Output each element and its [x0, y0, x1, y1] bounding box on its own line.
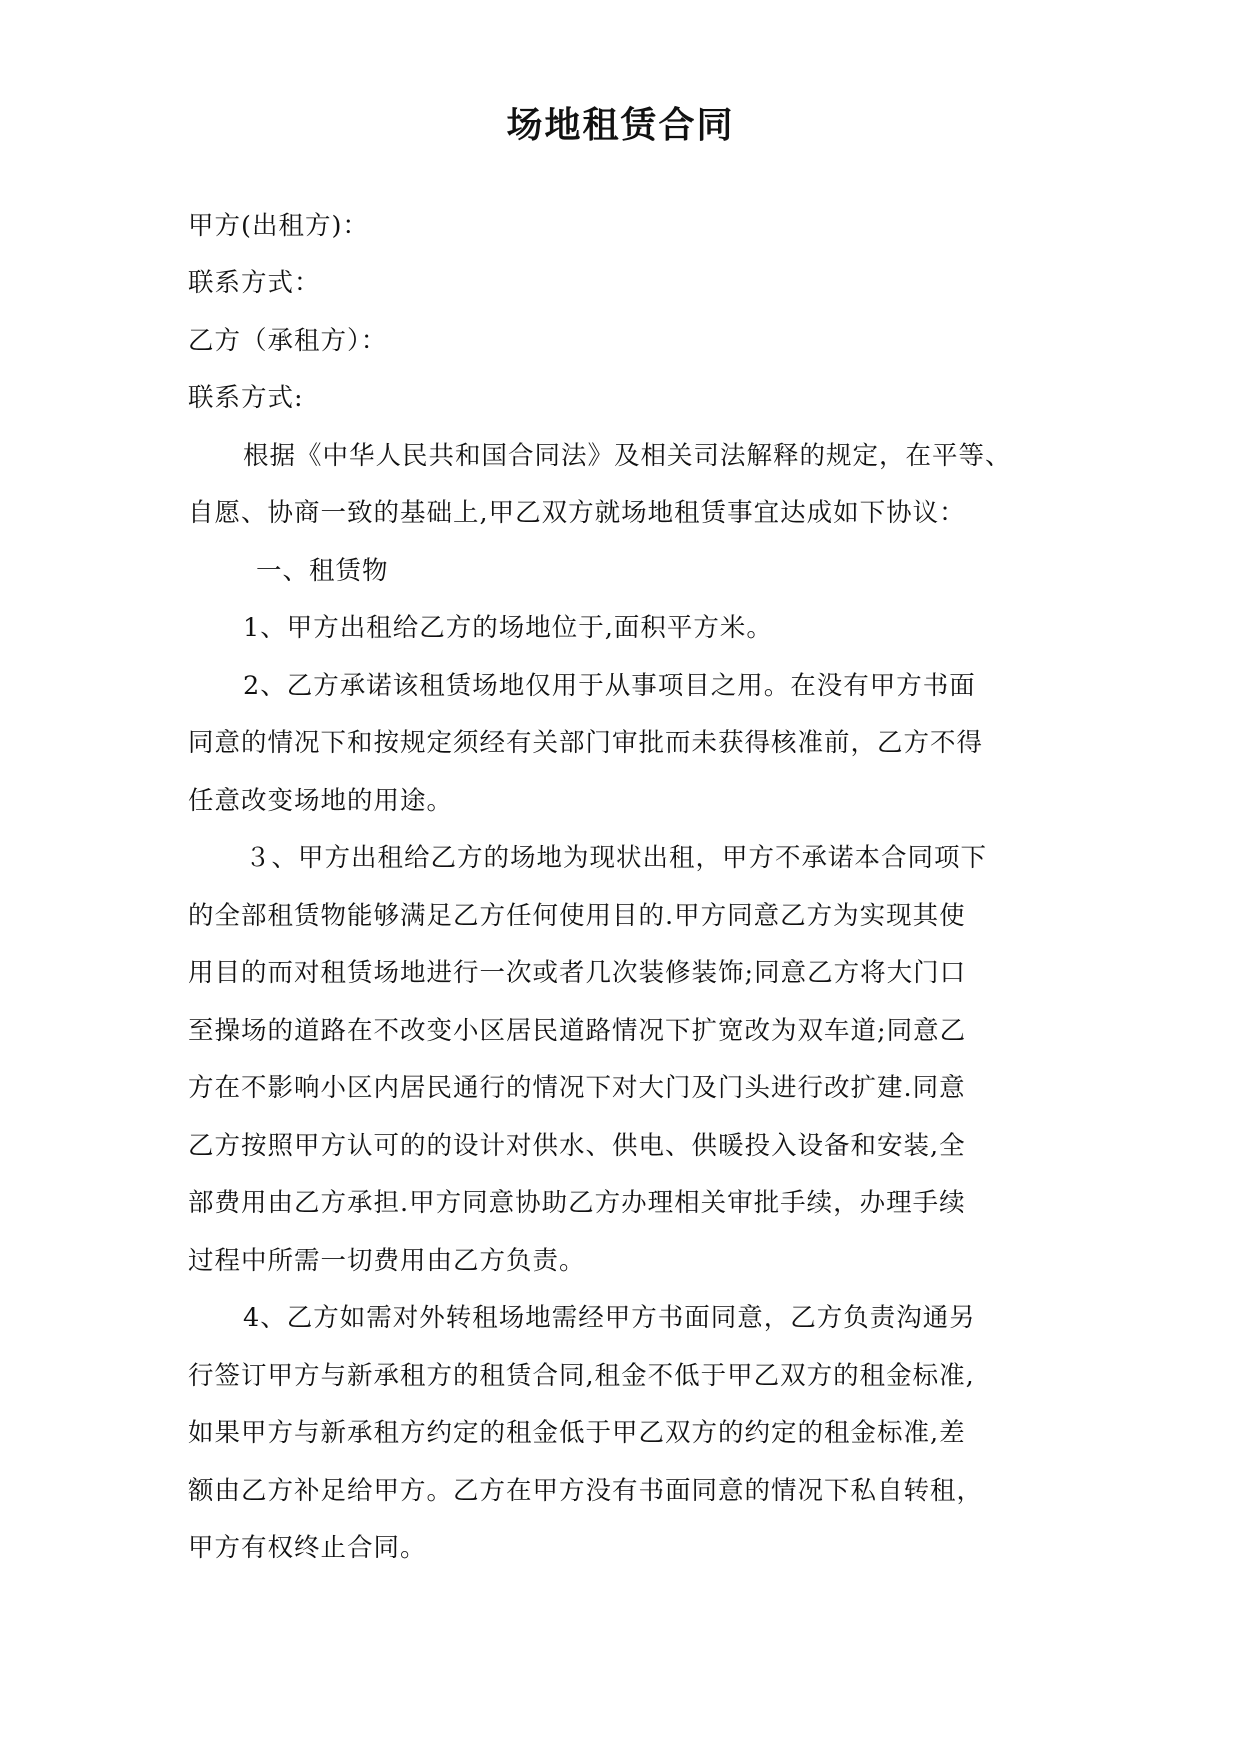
- clause-3-line: ３、甲方出租给乙方的场地为现状出租，甲方不承诺本合同项下: [245, 843, 988, 873]
- clause-3-line: 部费用由乙方承担.甲方同意协助乙方办理相关审批手续，办理手续: [188, 1188, 966, 1218]
- contact-a-label: 联系方式：: [188, 268, 321, 298]
- clause-4-line: 额由乙方补足给甲方。乙方在甲方没有书面同意的情况下私自转租，: [188, 1476, 984, 1506]
- clause-4-line: 甲方有权终止合同。: [188, 1533, 427, 1563]
- party-b-label: 乙方（承租方）：: [188, 326, 388, 356]
- clause-2-line: 2、乙方承诺该租赁场地仅用于从事项目之用。在没有甲方书面: [243, 671, 976, 701]
- clause-3-line: 用目的而对租赁场地进行一次或者几次装修装饰;同意乙方将大门口: [188, 958, 967, 988]
- clause-3-line: 乙方按照甲方认可的的设计对供水、供电、供暖投入设备和安装,全: [188, 1131, 966, 1161]
- section-heading: 一、租赁物: [256, 556, 389, 586]
- clause-2-line: 任意改变场地的用途。: [188, 786, 454, 816]
- clause-3-line: 方在不影响小区内居民通行的情况下对大门及门头进行改扩建.同意: [188, 1073, 966, 1103]
- clause-4-line: 行签订甲方与新承租方的租赁合同,租金不低于甲乙双方的租金标准,: [188, 1361, 975, 1391]
- clause-3-line: 过程中所需一切费用由乙方负责。: [188, 1246, 586, 1276]
- preamble-line: 根据《中华人民共和国合同法》及相关司法解释的规定，在平等、: [243, 441, 1012, 471]
- clause-2-line: 同意的情况下和按规定须经有关部门审批而未获得核准前，乙方不得: [188, 728, 984, 758]
- clause-4-line: 4、乙方如需对外转租场地需经甲方书面同意，乙方负责沟通另: [243, 1303, 976, 1333]
- clause-3-line: 的全部租赁物能够满足乙方任何使用目的.甲方同意乙方为实现其使: [188, 901, 966, 931]
- contact-b-label: 联系方式:: [188, 383, 304, 413]
- clause-1-line: 1、甲方出租给乙方的场地位于,面积平方米。: [243, 613, 773, 643]
- document-title: 场地租赁合同: [506, 104, 735, 146]
- clause-3-line: 至操场的道路在不改变小区居民道路情况下扩宽改为双车道;同意乙: [188, 1016, 967, 1046]
- party-a-label: 甲方(出租方)：: [188, 211, 369, 241]
- clause-4-line: 如果甲方与新承租方约定的租金低于甲乙双方的约定的租金标准,差: [188, 1418, 966, 1448]
- preamble-line: 自愿、协商一致的基础上,甲乙双方就场地租赁事宜达成如下协议：: [188, 498, 966, 528]
